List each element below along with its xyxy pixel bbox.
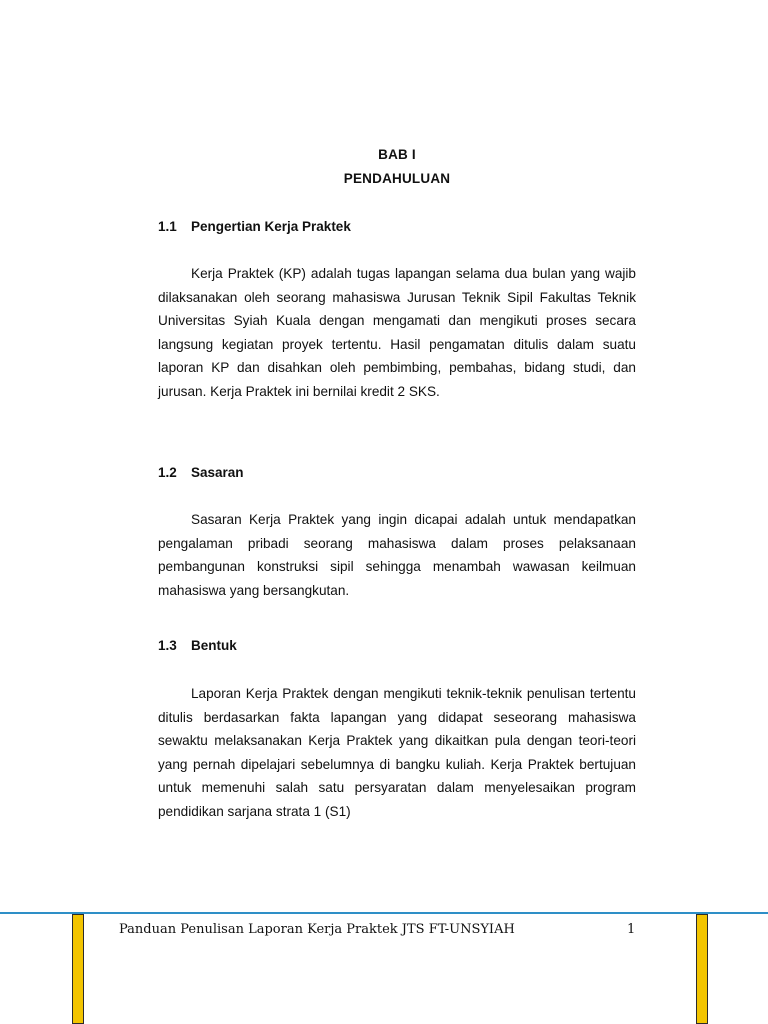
section-title: Bentuk bbox=[191, 638, 237, 653]
section-heading-pengertian bbox=[158, 219, 351, 234]
footer-rule bbox=[0, 912, 768, 914]
footer-bar-right bbox=[696, 914, 708, 1024]
section-paragraph-sasaran: Sasaran Kerja Praktek yang ingin dicapai adalah untuk mendapatkan pengalaman pribadi seorang mahasiswa dalam proses pelaksanaan pembangunan konstruksi sipil sehingga menambah wawasan keilmuan mahasiswa yang bersangkutan. bbox=[158, 512, 636, 598]
section-number: 1.2 bbox=[158, 465, 177, 480]
section-title: Sasaran bbox=[191, 465, 244, 480]
section-number: 1.3 bbox=[158, 638, 177, 653]
footer-bar-left bbox=[72, 914, 84, 1024]
section-paragraph-bentuk: Laporan Kerja Praktek dengan mengikuti teknik-teknik penulisan tertentu ditulis berdasarkan fakta lapangan yang didapat seseorang mahasiswa sewaktu melaksanakan Kerja Praktek yang dikaitkan pula dengan teori-teori yang pernah dipelajari sebelumnya di bangku kuliah. Kerja Praktek bertujuan untuk memenuhi salah satu persyaratan dalam menyelesaikan program pendidikan sarjana strata 1 (S1) bbox=[158, 686, 636, 819]
section-heading-sasaran bbox=[158, 465, 244, 480]
section-number: 1.1 bbox=[158, 219, 177, 234]
page-number: 1 bbox=[627, 922, 636, 937]
section-paragraph-pengertian: Kerja Praktek (KP) adalah tugas lapangan selama dua bulan yang wajib dilaksanakan oleh seorang mahasiswa Jurusan Teknik Sipil Fakultas Teknik Universitas Syiah Kuala dengan mengamati dan mengikuti proses secara langsung kegiatan proyek tertentu. Hasil pengamatan ditulis dalam suatu laporan KP dan disahkan oleh pembimbing, pembahas, bidang studi, dan jurusan. Kerja Praktek ini bernilai kredit 2 SKS. bbox=[158, 266, 636, 399]
footer-text: Panduan Penulisan Laporan Kerja Praktek JTS FT-UNSYIAH bbox=[119, 922, 515, 937]
chapter-number: BAB I bbox=[378, 147, 416, 162]
section-heading-bentuk bbox=[158, 638, 237, 653]
section-title: Pengertian Kerja Praktek bbox=[191, 219, 351, 234]
chapter-title: PENDAHULUAN bbox=[343, 171, 451, 186]
